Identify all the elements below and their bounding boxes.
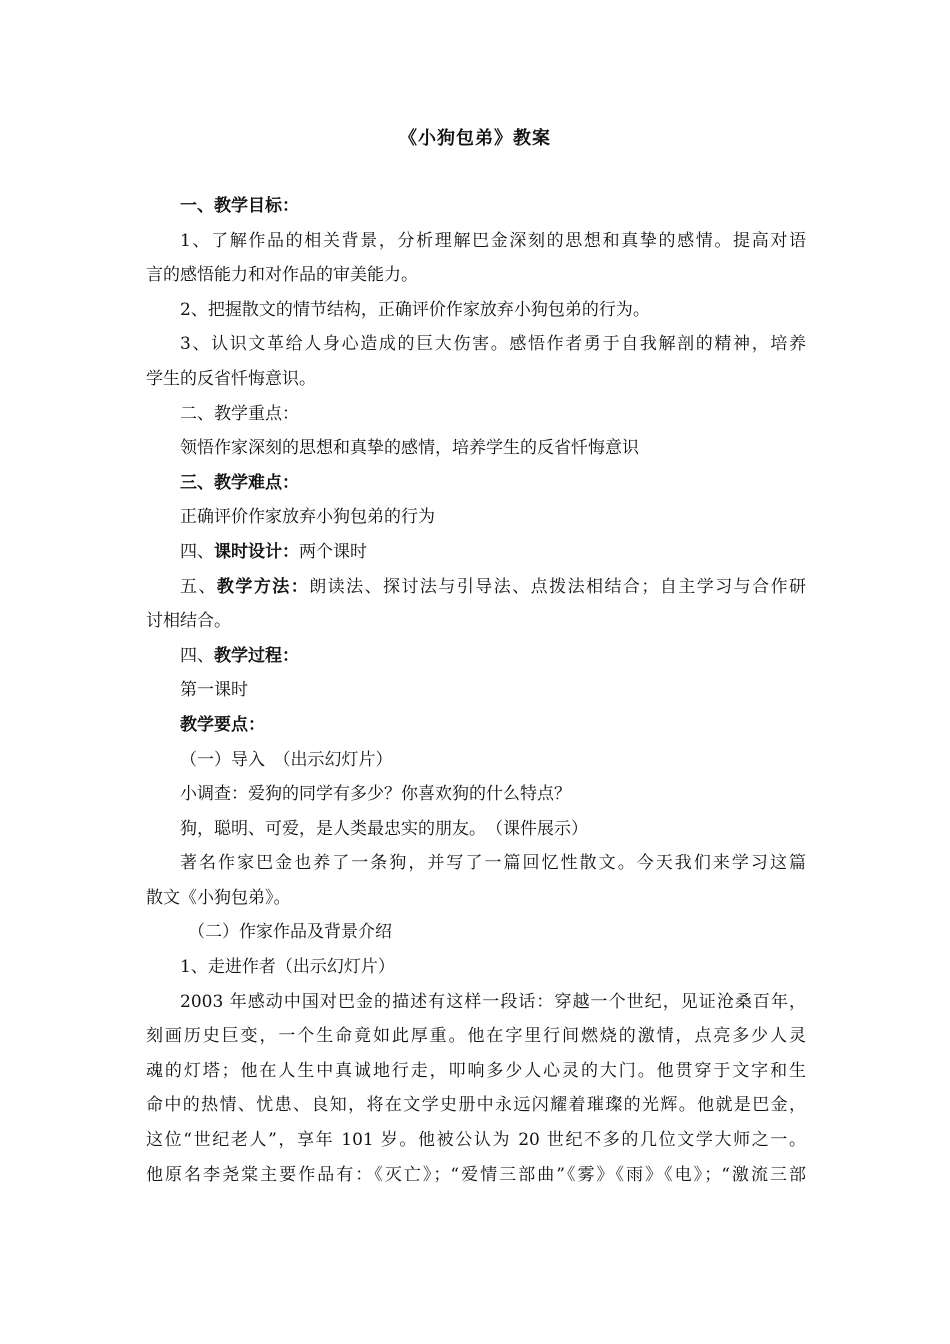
objective-3-line-1: 3、认识文革给人身心造成的巨大伤害。感悟作者勇于自我解剖的精神，培养 [180,334,806,355]
survey-text: 小调查：爱狗的同学有多少？你喜欢狗的什么特点？ [180,784,571,805]
objective-1-line-1: 1、了解作品的相关背景，分析理解巴金深刻的思想和真挚的感情。提高对语 [180,230,806,251]
period-design: 四、课时设计：两个课时 [180,541,367,562]
document-title: 《小狗包弟》教案 [399,128,551,149]
bajin-line-1: 著名作家巴金也养了一条狗，并写了一篇回忆性散文。今天我们来学习这篇 [180,853,806,874]
award-line-2: 刻画历史巨变，一个生命竟如此厚重。他在字里行间燃烧的激情，点亮多少人灵 [146,1026,806,1047]
document-body [146,189,806,1192]
bajin-line-2: 散文《小狗包弟》。 [146,887,291,908]
objective-3-line-2: 学生的反省忏悔意识。 [146,368,316,389]
section-intro: （一）导入 （出示幻灯片） [180,749,393,770]
award-line-5: 这位“世纪老人”，享年 101 岁。他被公认为 20 世纪不多的几位文学大师之一。 [146,1130,806,1151]
dog-text: 狗，聪明、可爱，是人类最忠实的朋友。 （课件展示） [180,818,588,839]
author-heading: 1、走进作者（出示幻灯片） [180,957,395,978]
difficulty-text: 正确评价作家放弃小狗包弟的行为 [180,507,435,528]
award-line-1: 2003 年感动中国对巴金的描述有这样一段话：穿越一个世纪，见证沧桑百年， [180,991,806,1012]
objectives-heading: 一、教学目标： [180,196,299,216]
teaching-process-heading: 四、教学过程： [180,645,299,666]
key-points-text: 领悟作家深刻的思想和真挚的感情，培养学生的反省忏悔意识 [180,438,639,459]
teaching-method-line-2: 讨相结合。 [146,611,231,632]
award-line-3: 魂的灯塔；他在人生中真诚地行走，叩响多少人心灵的大门。他贯穿于文字和生 [146,1060,806,1081]
section-background: （二）作家作品及背景介绍 [188,922,392,943]
objective-1-line-2: 言的感悟能力和对作品的审美能力。 [146,265,418,286]
teaching-points: 教学要点： [180,714,265,735]
award-line-6: 他原名李尧棠主要作品有：《灭亡》；“爱情三部曲”《雾》《雨》《电》；“激流三部 [146,1164,806,1185]
award-line-4: 命中的热情、忧患、良知，将在文学史册中永远闪耀着璀璨的光辉。他就是巴金， [146,1095,806,1116]
difficulty-heading: 三、教学难点： [180,472,299,493]
lesson-one: 第一课时 [180,680,248,701]
key-points-heading: 二、教学重点： [180,403,299,424]
objective-2: 2、把握散文的情节结构，正确评价作家放弃小狗包弟的行为。 [180,299,650,320]
teaching-method-line-1: 五、教学方法：朗读法、探讨法与引导法、点拨法相结合；自主学习与合作研 [180,576,806,597]
